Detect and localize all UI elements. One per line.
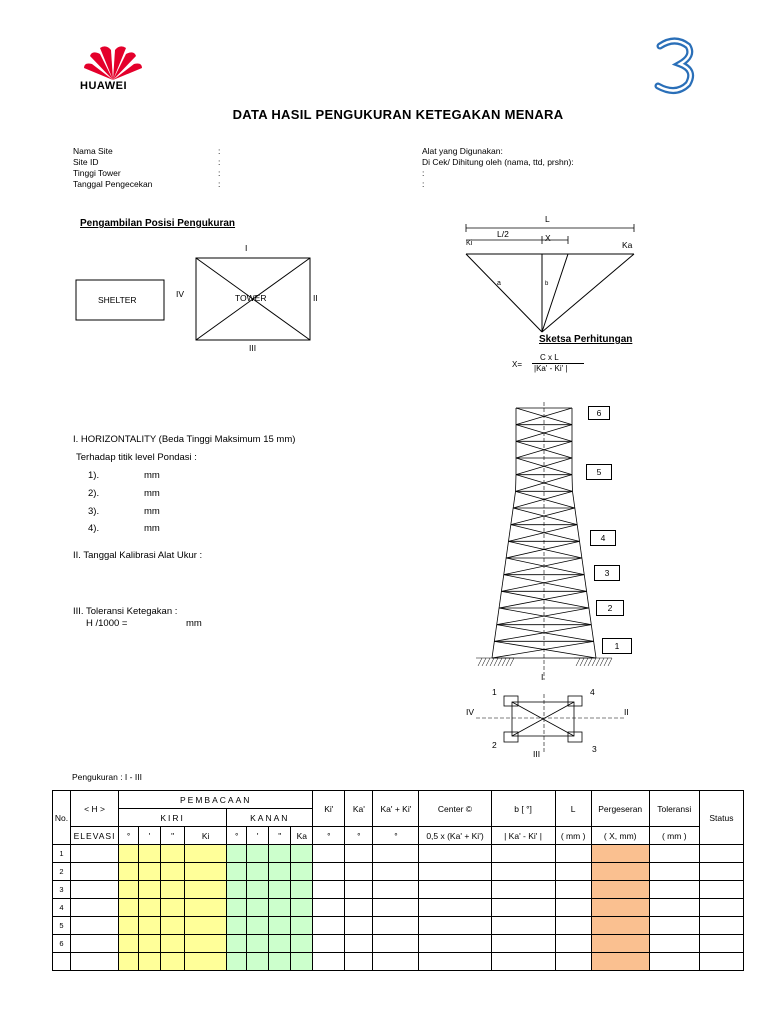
table-cell[interactable] bbox=[419, 863, 491, 881]
item-unit: mm bbox=[144, 470, 160, 481]
table-cell[interactable] bbox=[185, 953, 227, 971]
tower-member bbox=[504, 575, 587, 592]
sketch-Ka-label: Ka bbox=[622, 240, 633, 250]
table-row bbox=[53, 899, 744, 917]
item-unit: mm bbox=[144, 506, 160, 517]
header-elevasi: ELEVASI bbox=[71, 827, 119, 845]
table-cell[interactable] bbox=[119, 917, 139, 935]
table-cell[interactable] bbox=[139, 917, 161, 935]
table-cell[interactable] bbox=[161, 953, 185, 971]
table-cell[interactable] bbox=[591, 953, 649, 971]
table-cell[interactable] bbox=[313, 845, 345, 863]
header-sum: Ka' + Ki' bbox=[373, 791, 419, 827]
table-cell[interactable] bbox=[555, 881, 591, 899]
table-cell[interactable] bbox=[71, 881, 119, 899]
tower-level-box bbox=[586, 464, 612, 480]
info-row bbox=[73, 179, 253, 190]
measurement-table bbox=[52, 790, 744, 971]
header-deg: ° bbox=[313, 827, 345, 845]
tower-level-box bbox=[590, 530, 616, 546]
table-cell[interactable] bbox=[491, 917, 555, 935]
info-label: Nama Site bbox=[73, 146, 113, 156]
table-cell[interactable] bbox=[71, 953, 119, 971]
table-cell[interactable] bbox=[419, 899, 491, 917]
header-min: ' bbox=[247, 827, 269, 845]
table-cell[interactable] bbox=[649, 881, 699, 899]
table-cell[interactable] bbox=[227, 845, 247, 863]
tower-member bbox=[501, 575, 503, 592]
table-cell[interactable] bbox=[649, 863, 699, 881]
info-right-line: : bbox=[422, 168, 425, 178]
header-toleransi-unit: ( mm ) bbox=[649, 827, 699, 845]
row-number: 6 bbox=[53, 935, 71, 953]
header-b-formula: | Ka' - Ki' | bbox=[491, 827, 555, 845]
table-cell[interactable] bbox=[291, 863, 313, 881]
info-right-line: Alat yang Digunakan: bbox=[422, 146, 503, 156]
tower-member bbox=[497, 608, 499, 625]
tower-member bbox=[504, 558, 506, 575]
table-cell[interactable] bbox=[269, 953, 291, 971]
horizontality-sub: Terhadap titik level Pondasi : bbox=[76, 452, 197, 463]
tower-member bbox=[508, 541, 581, 558]
tower-level-label: 3 bbox=[604, 568, 610, 578]
tolerance-heading: III. Toleransi Ketegakan : bbox=[73, 606, 178, 617]
table-cell[interactable] bbox=[491, 953, 555, 971]
table-cell[interactable] bbox=[491, 881, 555, 899]
info-sep: : bbox=[218, 168, 221, 178]
table-cell[interactable] bbox=[373, 953, 419, 971]
tower-level-box bbox=[588, 406, 610, 420]
table-cell[interactable] bbox=[139, 899, 161, 917]
table-cell[interactable] bbox=[139, 863, 161, 881]
row-number: 1 bbox=[53, 845, 71, 863]
shelter-label: SHELTER bbox=[98, 295, 137, 305]
table-row bbox=[53, 935, 744, 953]
info-label: Site ID bbox=[73, 157, 99, 167]
table-cell[interactable] bbox=[185, 935, 227, 953]
table-cell[interactable] bbox=[247, 917, 269, 935]
header-status: Status bbox=[699, 791, 743, 845]
table-cell[interactable] bbox=[119, 935, 139, 953]
table-cell[interactable] bbox=[373, 935, 419, 953]
header-pergeseran-unit: ( X, mm) bbox=[591, 827, 649, 845]
header-no: No. bbox=[53, 791, 71, 845]
table-cell[interactable] bbox=[119, 881, 139, 899]
table-cell[interactable] bbox=[185, 917, 227, 935]
tower-member bbox=[575, 508, 577, 525]
table-cell[interactable] bbox=[247, 935, 269, 953]
tower-member bbox=[499, 591, 587, 608]
item-number: 1). bbox=[88, 470, 100, 481]
tower-level-label: 4 bbox=[600, 533, 606, 543]
plan-corner-2: 2 bbox=[492, 740, 497, 750]
table-cell[interactable] bbox=[161, 935, 185, 953]
header-deg: ° bbox=[345, 827, 373, 845]
table-row bbox=[53, 953, 744, 971]
horizontality-heading: I. HORIZONTALITY (Beda Tinggi Maksimum 15 mm) bbox=[73, 434, 296, 445]
sketch-L-label: L bbox=[545, 214, 550, 224]
tower-member bbox=[591, 625, 593, 642]
header-toleransi: Toleransi bbox=[649, 791, 699, 827]
table-cell[interactable] bbox=[345, 881, 373, 899]
row-number bbox=[53, 953, 71, 971]
position-II-label: II bbox=[313, 293, 318, 303]
table-cell[interactable] bbox=[649, 845, 699, 863]
formula bbox=[512, 353, 602, 377]
header-center-formula: 0,5 x (Ka' + Ki') bbox=[419, 827, 491, 845]
formula-numerator: C x L bbox=[540, 353, 559, 362]
table-cell[interactable] bbox=[699, 881, 743, 899]
formula-lhs: X= bbox=[512, 360, 523, 369]
table-cell[interactable] bbox=[591, 899, 649, 917]
table-cell[interactable] bbox=[185, 881, 227, 899]
tolerance-formula bbox=[86, 618, 226, 629]
tower-member bbox=[513, 491, 572, 508]
tower-member bbox=[499, 591, 501, 608]
table-cell[interactable] bbox=[345, 863, 373, 881]
table-cell[interactable] bbox=[247, 881, 269, 899]
position-I-label: I bbox=[245, 243, 248, 253]
table-cell[interactable] bbox=[591, 845, 649, 863]
item-number: 2). bbox=[88, 488, 100, 499]
row-number: 3 bbox=[53, 881, 71, 899]
table-cell[interactable] bbox=[699, 899, 743, 917]
tower-member bbox=[589, 608, 591, 625]
header-kanan: KANAN bbox=[227, 809, 313, 827]
tolerance-expression: H /1000 = bbox=[86, 618, 128, 629]
table-cell[interactable] bbox=[161, 845, 185, 863]
table-cell[interactable] bbox=[161, 881, 185, 899]
header-kip: Ki' bbox=[313, 791, 345, 827]
table-cell[interactable] bbox=[119, 845, 139, 863]
tower-member bbox=[580, 541, 582, 558]
table-cell[interactable] bbox=[139, 935, 161, 953]
table-cell[interactable] bbox=[119, 863, 139, 881]
header-ka: Ka bbox=[291, 827, 313, 845]
table-cell[interactable] bbox=[699, 953, 743, 971]
table-cell[interactable] bbox=[269, 881, 291, 899]
table-cell[interactable] bbox=[291, 917, 313, 935]
tower-member bbox=[516, 491, 575, 508]
item-number: 3). bbox=[88, 506, 100, 517]
table-cell[interactable] bbox=[373, 863, 419, 881]
three-logo bbox=[650, 36, 700, 96]
header-sec: " bbox=[161, 827, 185, 845]
table-cell[interactable] bbox=[269, 935, 291, 953]
table-cell[interactable] bbox=[291, 935, 313, 953]
info-right-line: : bbox=[422, 179, 425, 189]
table-cell[interactable] bbox=[649, 917, 699, 935]
header-L: L bbox=[555, 791, 591, 827]
table-cell[interactable] bbox=[649, 899, 699, 917]
tower-member bbox=[513, 491, 515, 508]
table-cell[interactable] bbox=[139, 953, 161, 971]
table-cell[interactable] bbox=[419, 881, 491, 899]
table-cell[interactable] bbox=[227, 917, 247, 935]
header-deg: ° bbox=[373, 827, 419, 845]
table-cell[interactable] bbox=[699, 935, 743, 953]
tower-level-box bbox=[602, 638, 632, 654]
page-title: DATA HASIL PENGUKURAN KETEGAKAN MENARA bbox=[232, 107, 564, 122]
tower-level-box bbox=[594, 565, 620, 581]
tolerance-unit: mm bbox=[186, 618, 202, 629]
header-pembacaan: PEMBACAAN bbox=[119, 791, 313, 809]
horizontality-item bbox=[88, 523, 160, 534]
table-cell[interactable] bbox=[139, 845, 161, 863]
sketch-diagram bbox=[458, 220, 648, 340]
position-heading: Pengambilan Posisi Pengukuran bbox=[80, 218, 236, 229]
sketch-b-label: b bbox=[545, 281, 549, 287]
table-cell[interactable] bbox=[71, 917, 119, 935]
table-cell[interactable] bbox=[345, 845, 373, 863]
table-cell[interactable] bbox=[591, 917, 649, 935]
formula-denominator: |Ka' - Ki' | bbox=[534, 364, 568, 373]
table-cell[interactable] bbox=[269, 917, 291, 935]
info-row bbox=[73, 157, 253, 168]
tower-member bbox=[501, 591, 589, 608]
tower-member bbox=[511, 525, 580, 542]
table-row bbox=[53, 881, 744, 899]
table-cell[interactable] bbox=[185, 899, 227, 917]
item-number: 4). bbox=[88, 523, 100, 534]
info-right-line: Di Cek/ Dihitung oleh (nama, ttd, prshn): bbox=[422, 157, 574, 167]
plan-II-label: II bbox=[624, 707, 629, 717]
plan-corner-1: 1 bbox=[492, 687, 497, 697]
table-cell[interactable] bbox=[71, 845, 119, 863]
header-ki: Ki bbox=[185, 827, 227, 845]
tower-member bbox=[582, 558, 584, 575]
header-deg: ° bbox=[119, 827, 139, 845]
table-cell[interactable] bbox=[699, 917, 743, 935]
table-cell[interactable] bbox=[699, 845, 743, 863]
info-sep: : bbox=[218, 179, 221, 189]
horizontality-item bbox=[88, 488, 160, 499]
table-cell[interactable] bbox=[71, 935, 119, 953]
table-cell[interactable] bbox=[71, 863, 119, 881]
table-cell[interactable] bbox=[591, 935, 649, 953]
tower-member bbox=[587, 591, 589, 608]
table-cell[interactable] bbox=[119, 899, 139, 917]
table-caption: Pengukuran : I - III bbox=[72, 772, 142, 782]
header-deg: ° bbox=[227, 827, 247, 845]
tower-level-label: 5 bbox=[596, 467, 602, 477]
tower-member bbox=[513, 508, 577, 525]
table-cell[interactable] bbox=[313, 953, 345, 971]
table-cell[interactable] bbox=[345, 917, 373, 935]
header-kap: Ka' bbox=[345, 791, 373, 827]
table-cell[interactable] bbox=[185, 845, 227, 863]
huawei-petals-icon bbox=[78, 42, 148, 82]
table-cell[interactable] bbox=[313, 899, 345, 917]
tower-member bbox=[506, 541, 508, 558]
info-label: Tanggal Pengecekan bbox=[73, 179, 153, 189]
tower-member bbox=[508, 525, 577, 542]
tower-member bbox=[499, 608, 591, 625]
table-cell[interactable] bbox=[555, 935, 591, 953]
sketch-L2-label: L/2 bbox=[497, 229, 509, 239]
item-unit: mm bbox=[144, 523, 160, 534]
table-cell[interactable] bbox=[649, 953, 699, 971]
table-cell[interactable] bbox=[555, 845, 591, 863]
tower-level-box bbox=[596, 600, 624, 616]
table-cell[interactable] bbox=[71, 899, 119, 917]
info-sep: : bbox=[218, 146, 221, 156]
table-cell[interactable] bbox=[247, 899, 269, 917]
table-cell[interactable] bbox=[313, 917, 345, 935]
table-cell[interactable] bbox=[185, 863, 227, 881]
item-unit: mm bbox=[144, 488, 160, 499]
table-cell[interactable] bbox=[291, 881, 313, 899]
table-cell[interactable] bbox=[591, 881, 649, 899]
table-cell[interactable] bbox=[699, 863, 743, 881]
huawei-wordmark: HUAWEI bbox=[80, 80, 127, 92]
tower-member bbox=[594, 641, 596, 658]
tower-member bbox=[572, 491, 574, 508]
table-cell[interactable] bbox=[247, 863, 269, 881]
table-cell[interactable] bbox=[491, 863, 555, 881]
info-left bbox=[73, 146, 253, 190]
sketch-X-label: X bbox=[545, 233, 551, 243]
tower-level-label: 6 bbox=[596, 408, 602, 418]
tower-member bbox=[511, 508, 575, 525]
info-sep: : bbox=[218, 157, 221, 167]
info-row bbox=[73, 168, 253, 179]
tower-member bbox=[501, 575, 584, 592]
row-number: 5 bbox=[53, 917, 71, 935]
tower-member bbox=[584, 575, 586, 592]
header-pergeseran: Pergeseran bbox=[591, 791, 649, 827]
plan-corner-4: 4 bbox=[590, 687, 595, 697]
sketch-a-label: a bbox=[497, 280, 501, 287]
table-cell[interactable] bbox=[291, 899, 313, 917]
table-cell[interactable] bbox=[373, 881, 419, 899]
table-cell[interactable] bbox=[161, 917, 185, 935]
table-cell[interactable] bbox=[373, 845, 419, 863]
header-center: Center © bbox=[419, 791, 491, 827]
table-cell[interactable] bbox=[269, 845, 291, 863]
tower-member bbox=[492, 641, 494, 658]
table-cell[interactable] bbox=[419, 917, 491, 935]
tower-member bbox=[506, 541, 579, 558]
info-label: Tinggi Tower bbox=[73, 168, 121, 178]
table-cell[interactable] bbox=[269, 899, 291, 917]
table-cell[interactable] bbox=[247, 953, 269, 971]
position-III-label: III bbox=[249, 343, 257, 353]
table-cell[interactable] bbox=[345, 953, 373, 971]
info-row bbox=[73, 146, 253, 157]
row-number: 2 bbox=[53, 863, 71, 881]
header-sec: " bbox=[269, 827, 291, 845]
table-cell[interactable] bbox=[119, 953, 139, 971]
table-cell[interactable] bbox=[227, 863, 247, 881]
tower-level-label: 2 bbox=[607, 603, 613, 613]
table-cell[interactable] bbox=[139, 881, 161, 899]
plan-III-label: III bbox=[533, 749, 541, 759]
table-cell[interactable] bbox=[649, 935, 699, 953]
info-right bbox=[422, 146, 722, 190]
horizontality-item bbox=[88, 470, 160, 481]
header-kiri: KIRI bbox=[119, 809, 227, 827]
table-cell[interactable] bbox=[291, 845, 313, 863]
table-cell[interactable] bbox=[269, 863, 291, 881]
table-cell[interactable] bbox=[227, 881, 247, 899]
table-cell[interactable] bbox=[227, 935, 247, 953]
tower-member bbox=[577, 525, 579, 542]
table-cell[interactable] bbox=[419, 845, 491, 863]
sketch-heading: Sketsa Perhitungan bbox=[539, 334, 633, 345]
calibration-label: II. Tanggal Kalibrasi Alat Ukur : bbox=[73, 550, 203, 561]
table-cell[interactable] bbox=[227, 899, 247, 917]
plan-IV-label: IV bbox=[466, 707, 475, 717]
tower-member bbox=[511, 508, 513, 525]
tower-base-label: I bbox=[541, 672, 544, 682]
table-cell[interactable] bbox=[419, 935, 491, 953]
horizontality-item bbox=[88, 506, 160, 517]
table-cell[interactable] bbox=[555, 917, 591, 935]
table-cell[interactable] bbox=[491, 899, 555, 917]
row-number: 4 bbox=[53, 899, 71, 917]
header-h: < H > bbox=[71, 791, 119, 827]
table-cell[interactable] bbox=[247, 845, 269, 863]
tower-member bbox=[504, 558, 582, 575]
table-cell[interactable] bbox=[491, 845, 555, 863]
header-L-unit: ( mm ) bbox=[555, 827, 591, 845]
table-cell[interactable] bbox=[591, 863, 649, 881]
table-cell[interactable] bbox=[227, 953, 247, 971]
table-cell[interactable] bbox=[373, 899, 419, 917]
table-cell[interactable] bbox=[313, 863, 345, 881]
table-cell[interactable] bbox=[161, 863, 185, 881]
position-IV-label: IV bbox=[176, 289, 185, 299]
tower-label: TOWER bbox=[235, 293, 267, 303]
table-cell[interactable] bbox=[555, 953, 591, 971]
table-cell[interactable] bbox=[345, 935, 373, 953]
table-cell[interactable] bbox=[555, 863, 591, 881]
header-b: b [ °] bbox=[491, 791, 555, 827]
three-logo-icon bbox=[650, 36, 700, 96]
table-cell[interactable] bbox=[313, 935, 345, 953]
tower-member bbox=[508, 525, 510, 542]
table-cell[interactable] bbox=[555, 899, 591, 917]
table-cell[interactable] bbox=[161, 899, 185, 917]
table-row bbox=[53, 845, 744, 863]
table-cell[interactable] bbox=[373, 917, 419, 935]
table-row bbox=[53, 917, 744, 935]
huawei-logo bbox=[78, 42, 148, 94]
table-cell[interactable] bbox=[345, 899, 373, 917]
sketch-Ki-label: Ki bbox=[466, 240, 473, 247]
tower-level-label: 1 bbox=[614, 641, 620, 651]
table-cell[interactable] bbox=[291, 953, 313, 971]
header-min: ' bbox=[139, 827, 161, 845]
tower-member bbox=[506, 558, 584, 575]
table-row bbox=[53, 863, 744, 881]
table-cell[interactable] bbox=[491, 935, 555, 953]
plan-corner-3: 3 bbox=[592, 744, 597, 754]
table-cell[interactable] bbox=[313, 881, 345, 899]
table-cell[interactable] bbox=[419, 953, 491, 971]
tower-member bbox=[497, 608, 589, 625]
tower-member bbox=[494, 625, 496, 642]
